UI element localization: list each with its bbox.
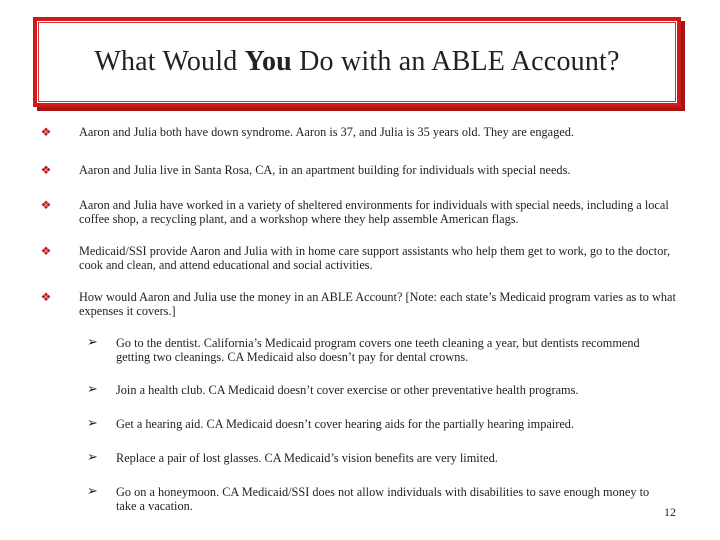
diamond-bullet-icon: ❖ (40, 125, 52, 139)
page-number: 12 (664, 505, 676, 519)
bullet-text: Aaron and Julia have worked in a variety of sheltered environments for individuals with special needs, including a local coffee shop, a recycling plant, and a workshop where they help assemble American flags. (79, 198, 669, 226)
sub-bullet-text: Replace a pair of lost glasses. CA Medicaid’s vision benefits are very limited. (116, 451, 498, 465)
arrow-bullet-icon: ➢ (87, 484, 98, 499)
sub-bullet-text: Go to the dentist. California’s Medicaid program covers one teeth cleaning a year, but dentists recommend getting two cleanings. CA Medicaid also doesn’t pay for dental crowns. (116, 336, 640, 364)
title-part-1: What Would (94, 46, 245, 77)
title-box (33, 17, 681, 107)
sub-bullet-text: Get a hearing aid. CA Medicaid doesn’t cover hearing aids for the partially hearing impaired. (116, 417, 575, 431)
diamond-bullet-icon: ❖ (40, 198, 52, 212)
arrow-bullet-icon: ➢ (87, 335, 98, 350)
bullet-text: Medicaid/SSI provide Aaron and Julia with in home care support assistants who help them get to work, go to the doctor, cook and clean, and attend educational and social activities. (79, 244, 671, 272)
bullet-text: Aaron and Julia both have down syndrome. Aaron is 37, and Julia is 35 years old. They are engaged. (79, 125, 574, 139)
arrow-bullet-icon: ➢ (87, 382, 98, 397)
arrow-bullet-icon: ➢ (87, 450, 98, 465)
diamond-bullet-icon: ❖ (40, 163, 52, 177)
bullet-text: Aaron and Julia live in Santa Rosa, CA, in an apartment building for individuals with special needs. (79, 163, 571, 177)
arrow-bullet-icon: ➢ (87, 416, 98, 431)
title-emphasis: You (244, 46, 292, 77)
sub-bullet-text: Go on a honeymoon. CA Medicaid/SSI does not allow individuals with disabilities to save enough money to take a vacation. (116, 485, 650, 513)
bullet-text: How would Aaron and Julia use the money in an ABLE Account? [Note: each state’s Medicaid program varies as to what expenses it covers.] (79, 290, 676, 318)
sub-bullet-text: Join a health club. CA Medicaid doesn’t cover exercise or other preventative health programs. (116, 383, 579, 397)
diamond-bullet-icon: ❖ (40, 290, 52, 304)
diamond-bullet-icon: ❖ (40, 244, 52, 258)
title-part-2: Do with an ABLE Account? (291, 46, 620, 77)
slide-title (94, 46, 619, 78)
